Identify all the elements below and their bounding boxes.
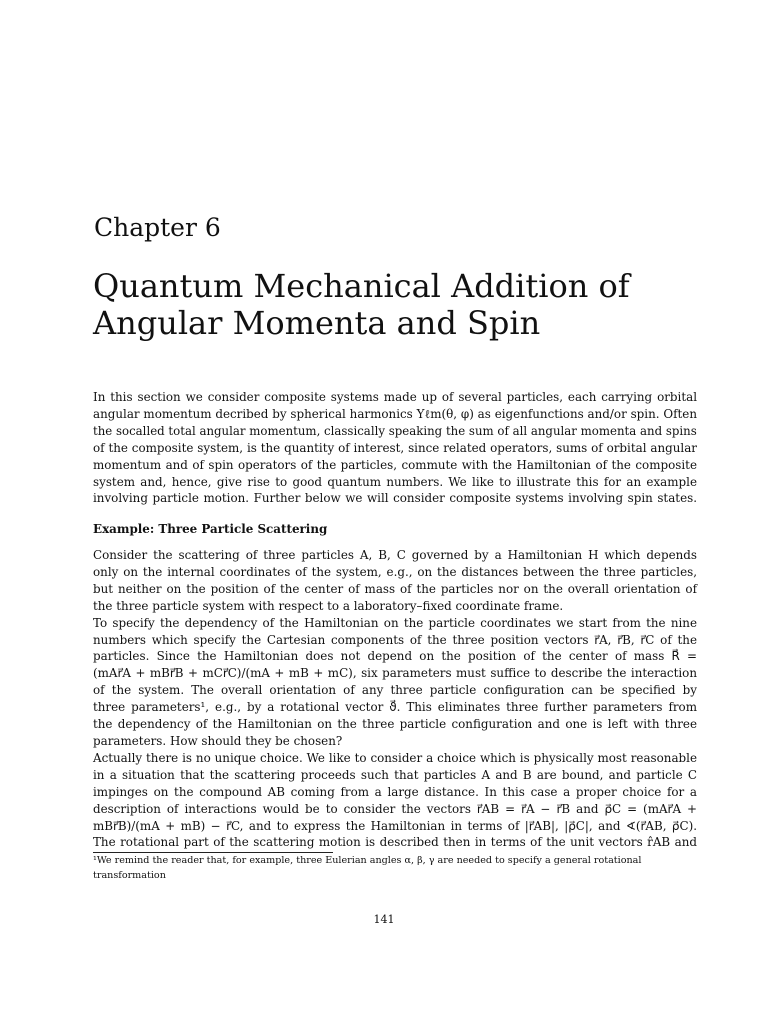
text-line: momentum and of spin operators of the particles, commute with the Hamiltonian of the composite	[93, 457, 697, 472]
text-line: of the system. The overall orientation of any three particle configuration can be specified by	[93, 683, 697, 698]
footnote	[93, 853, 697, 883]
text-line: impinges on the compound AB coming from a large distance. In this case a proper choice for a	[93, 784, 697, 799]
footnote-line: transformation	[93, 870, 166, 881]
text-line: parameters. How should they be chosen?	[93, 733, 343, 748]
page-number: 141	[373, 913, 395, 926]
chapter-title-line: Angular Momenta and Spin	[93, 304, 541, 342]
footnote-line: ¹We remind the reader that, for example, three Eulerian angles α, β, γ are needed to specify a general rotational	[93, 855, 642, 866]
body-text	[93, 547, 697, 851]
text-line: in a situation that the scattering proceeds such that particles A and B are bound, and particle C	[93, 767, 697, 782]
text-line: but neither on the position of the center of mass of the particles nor on the overall orientation of	[93, 581, 697, 596]
text-line: numbers which specify the Cartesian components of the three position vectors r⃗A, r⃗B, r⃗C of the	[93, 632, 697, 647]
text-line: mBr⃗B)/(mA + mB) − r⃗C, and to express the Hamiltonian in terms of |r⃗AB|, |ρ⃗C|, and ∢(r⃗AB, ρ⃗C).	[93, 818, 697, 833]
text-line: The rotational part of the scattering motion is described then in terms of the unit vectors r̂AB and	[93, 835, 697, 850]
text-line: (mAr⃗A + mBr⃗B + mCr⃗C)/(mA + mB + mC), six parameters must suffice to describe the interaction	[93, 666, 697, 681]
text-line: only on the internal coordinates of the system, e.g., on the distances between the three particles,	[93, 564, 697, 579]
section-heading: Example: Three Particle Scattering	[93, 522, 328, 536]
chapter-title	[93, 268, 733, 342]
text-line: To specify the dependency of the Hamiltonian on the particle coordinates we start from the nine	[93, 615, 697, 630]
text-line: Consider the scattering of three particles A, B, C governed by a Hamiltonian H which depends	[93, 548, 697, 562]
text-line: system and, hence, give rise to good quantum numbers. We like to illustrate this for an example	[93, 474, 697, 489]
text-line: the socalled total angular momentum, classically speaking the sum of all angular momenta and spins	[93, 423, 697, 438]
text-line: angular momentum decribed by spherical harmonics Yℓm(θ, φ) as eigenfunctions and/or spin. Often	[93, 406, 697, 421]
text-line: description of interactions would be to consider the vectors r⃗AB = r⃗A − r⃗B and ρ⃗C = (mAr⃗A +	[93, 801, 697, 816]
text-line: of the composite system, is the quantity of interest, since related operators, sums of orbital angular	[93, 440, 697, 455]
text-line: Actually there is no unique choice. We like to consider a choice which is physically most reasonable	[93, 750, 697, 765]
intro-paragraph	[93, 389, 697, 507]
chapter-label: Chapter 6	[94, 213, 221, 242]
text-line: In this section we consider composite systems made up of several particles, each carrying orbital	[93, 390, 697, 404]
text-line: particles. Since the Hamiltonian does not depend on the position of the center of mass R⃗ =	[93, 649, 697, 664]
chapter-title-line: Quantum Mechanical Addition of	[93, 267, 630, 305]
text-line: three parameters¹, e.g., by a rotational vector ϑ⃗. This eliminates three further parameters from	[93, 700, 697, 715]
text-line: involving particle motion. Further below we will consider composite systems involving spin states.	[93, 491, 697, 506]
text-line: the three particle system with respect to a laboratory–fixed coordinate frame.	[93, 598, 564, 613]
text-line: the dependency of the Hamiltonian on the three particle configuration and one is left with three	[93, 717, 697, 732]
